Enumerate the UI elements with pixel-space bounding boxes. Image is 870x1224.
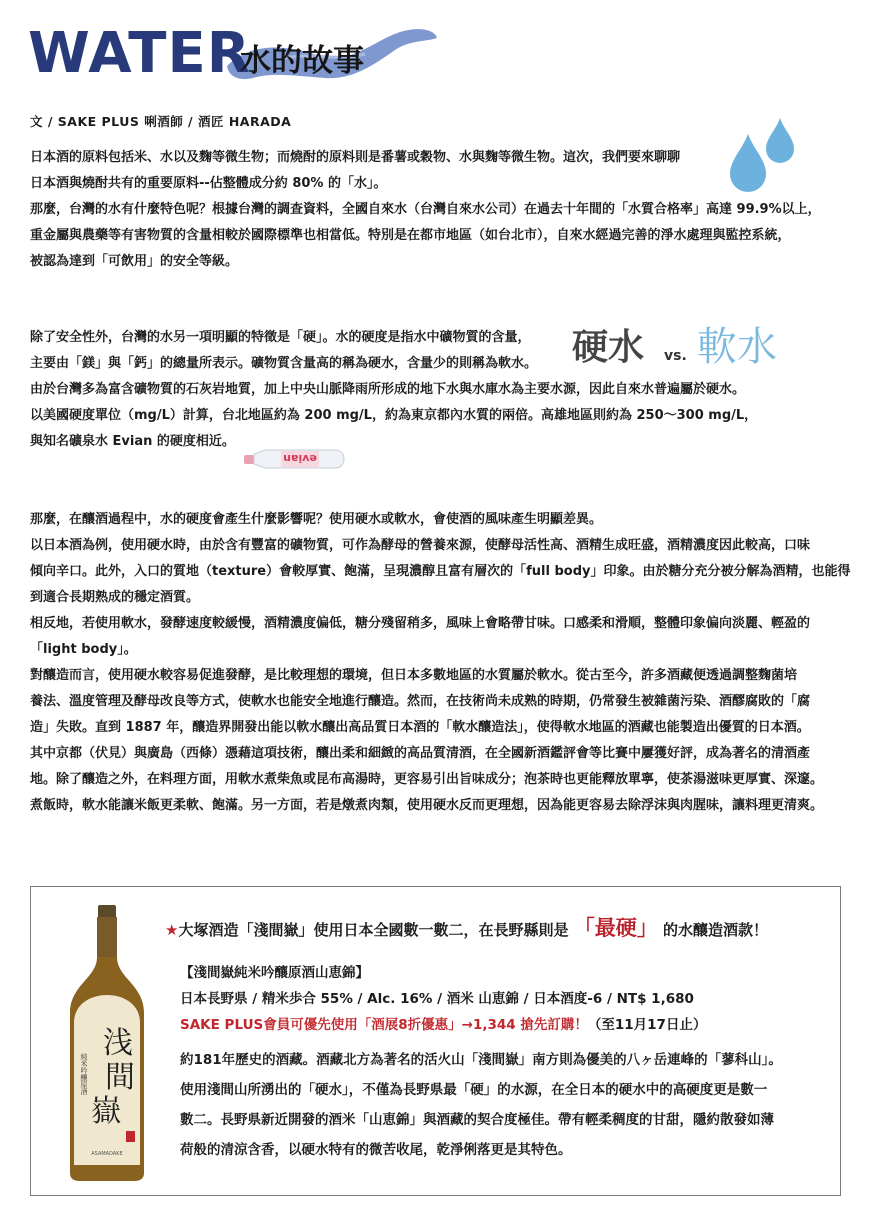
bottle-label-side: 純米吟釀原酒 xyxy=(80,1053,88,1095)
text-line: 煮飯時，軟水能讓米飯更柔軟、飽滿。另一方面，若是燉煮肉類，使用硬水反而更理想，因為能更容易去除浮沫與肉腥味，讓料理更清爽。 xyxy=(30,798,824,813)
text-line: 日本酒的原料包括米、水以及麴等微生物；而燒酎的原料則是番薯或穀物、水與麴等微生物。這次，我們要來聊聊 xyxy=(30,150,681,165)
intro-section xyxy=(30,145,845,275)
vs-label: vs. xyxy=(664,348,687,364)
text-line: 那麼，在釀酒過程中，水的硬度會產生什麼影響呢？使用硬水或軟水，會使酒的風味產生明顯差異。 xyxy=(30,512,603,527)
text-line: 由於台灣多為富含礦物質的石灰岩地質，加上中央山脈降雨所形成的地下水與水庫水為主要水源，因此自來水普遍屬於硬水。 xyxy=(30,382,746,397)
promo-text: SAKE PLUS會員可優先使用「酒展8折優惠」→1,344 搶先訂購！ xyxy=(180,1017,588,1033)
sake-bottle-icon xyxy=(62,903,152,1183)
text-line: 以日本酒為例，使用硬水時，由於含有豐富的礦物質，可作為酵母的營養來源，使酵母活性高、酒精生成旺盛，酒精濃度因此較高，口味 xyxy=(30,538,811,553)
text-line: 與知名礦泉水 Evian 的硬度相近。 xyxy=(30,434,235,449)
bottle-label-main: 浅間嶽 xyxy=(91,1026,135,1129)
text-line: 主要由「鎂」與「鈣」的總量所表示。礦物質含量高的稱為硬水，含量少的則稱為軟水。 xyxy=(30,356,538,371)
soft-water-label: 軟水 xyxy=(697,324,777,370)
product-info xyxy=(180,960,706,1038)
text-line: 地。除了釀造之外，在料理方面，用軟水煮柴魚或昆布高湯時，更容易引出旨味成分；泡茶時也更能釋放單寧，使茶湯滋味更厚實、深邃。 xyxy=(30,772,824,787)
byline: 文 / SAKE PLUS 唎酒師 / 酒匠 HARADA xyxy=(30,114,292,129)
promo-date: （至11月17日止） xyxy=(587,1017,707,1033)
text-line: 那麼，台灣的水有什麼特色呢？根據台灣的調查資料，全國自來水（台灣自來水公司）在過去十年間的「水質合格率」高達 99.9%以上， xyxy=(30,202,821,217)
headline-pre: 大塚酒造「淺間嶽」使用日本全國數一數二，在長野縣則是 xyxy=(178,921,569,939)
text-line: 以美國硬度單位（mg/L）計算，台北地區約為 200 mg/L，約為東京都內水質的兩倍。高雄地區則約為 250～300 mg/L， xyxy=(30,408,758,423)
text-line: 荷般的清涼含香，以硬水特有的微苦收尾，乾淨俐落更是其特色。 xyxy=(180,1142,572,1158)
text-line: 傾向辛口。此外，入口的質地（texture）會較厚實、飽滿，呈現濃醇且富有層次的「full body」印象。由於糖分充分被分解為酒精，也能得 xyxy=(30,564,851,579)
text-line: 數二。長野県新近開發的酒米「山恵錦」與酒藏的契合度極佳。帶有輕柔稠度的甘甜，隱約散發如薄 xyxy=(180,1112,774,1128)
headline-emph: 「最硬」 xyxy=(573,916,658,940)
text-line: 其中京都（伏見）與廣島（西條）憑藉這項技術，釀出柔和細緻的高品質清酒，在全國新酒鑑評會等比賽中屢獲好評，成為著名的清酒產 xyxy=(30,746,811,761)
text-line: 造」失敗。直到 1887 年，釀造界開發出能以軟水釀出高品質日本酒的「軟水釀造法」，使得軟水地區的酒藏也能製造出優質的日本酒。 xyxy=(30,720,810,735)
star-icon: ★ xyxy=(165,921,179,939)
brewing-section xyxy=(30,507,851,819)
evian-label: evian xyxy=(283,452,317,465)
page-title: WATER xyxy=(28,21,251,86)
text-line: 到適合長期熟成的穩定酒質。 xyxy=(30,590,200,605)
text-line: 日本酒與燒酎共有的重要原料--佔整體成分約 80% 的「水」。 xyxy=(30,176,387,191)
text-line: 除了安全性外，台灣的水另一項明顯的特徵是「硬」。水的硬度是指水中礦物質的含量， xyxy=(30,330,531,345)
hard-water-label: 硬水 xyxy=(572,327,645,368)
headline-post: 的水釀造酒款！ xyxy=(662,921,768,939)
text-line: 養法、溫度管理及酵母改良等方式，使軟水也能安全地進行釀造。然而，在技術尚未成熟的時期，仍常發生被雜菌污染、酒醪腐敗的「腐 xyxy=(30,694,811,709)
evian-bottle-icon xyxy=(243,445,345,473)
text-line: 「light body」。 xyxy=(30,642,137,657)
text-line: 約181年歷史的酒藏。酒藏北方為著名的活火山「淺間嶽」南方則為優美的八ヶ岳連峰的「蓼科山」。 xyxy=(180,1052,782,1068)
text-line: 使用淺間山所湧出的「硬水」，不僅為長野県最「硬」的水源，在全日本的硬水中的高硬度更是數一 xyxy=(180,1082,768,1098)
text-line: 相反地，若使用軟水，發酵速度較緩慢，酒精濃度偏低，糖分殘留稍多，風味上會略帶甘味。口感柔和滑順，整體印象偏向淡麗、輕盈的 xyxy=(30,616,811,631)
text-line: 對釀造而言，使用硬水較容易促進發酵，是比較理想的環境，但日本多數地區的水質屬於軟水。從古至今，許多酒藏便透過調整麴菌培 xyxy=(30,668,798,683)
text-line: 被認為達到「可飲用」的安全等級。 xyxy=(30,254,239,269)
feature-headline xyxy=(165,916,768,942)
page-subtitle: 水的故事 xyxy=(240,43,364,79)
text-line: 重金屬與農藥等有害物質的含量相較於國際標準也相當低。特別是在都市地區（如台北市），自來水經過完善的淨水處理與監控系統， xyxy=(30,228,791,243)
product-description xyxy=(180,1045,782,1165)
bottle-label-brand: ASAMADAKE xyxy=(91,1151,123,1157)
product-name: 【淺間嶽純米吟釀原酒山恵錦】 xyxy=(180,965,369,981)
product-spec: 日本長野県 / 精米歩合 55% / Alc. 16% / 酒米 山恵錦 / 日本酒度-6 / NT$ 1,680 xyxy=(180,991,694,1007)
